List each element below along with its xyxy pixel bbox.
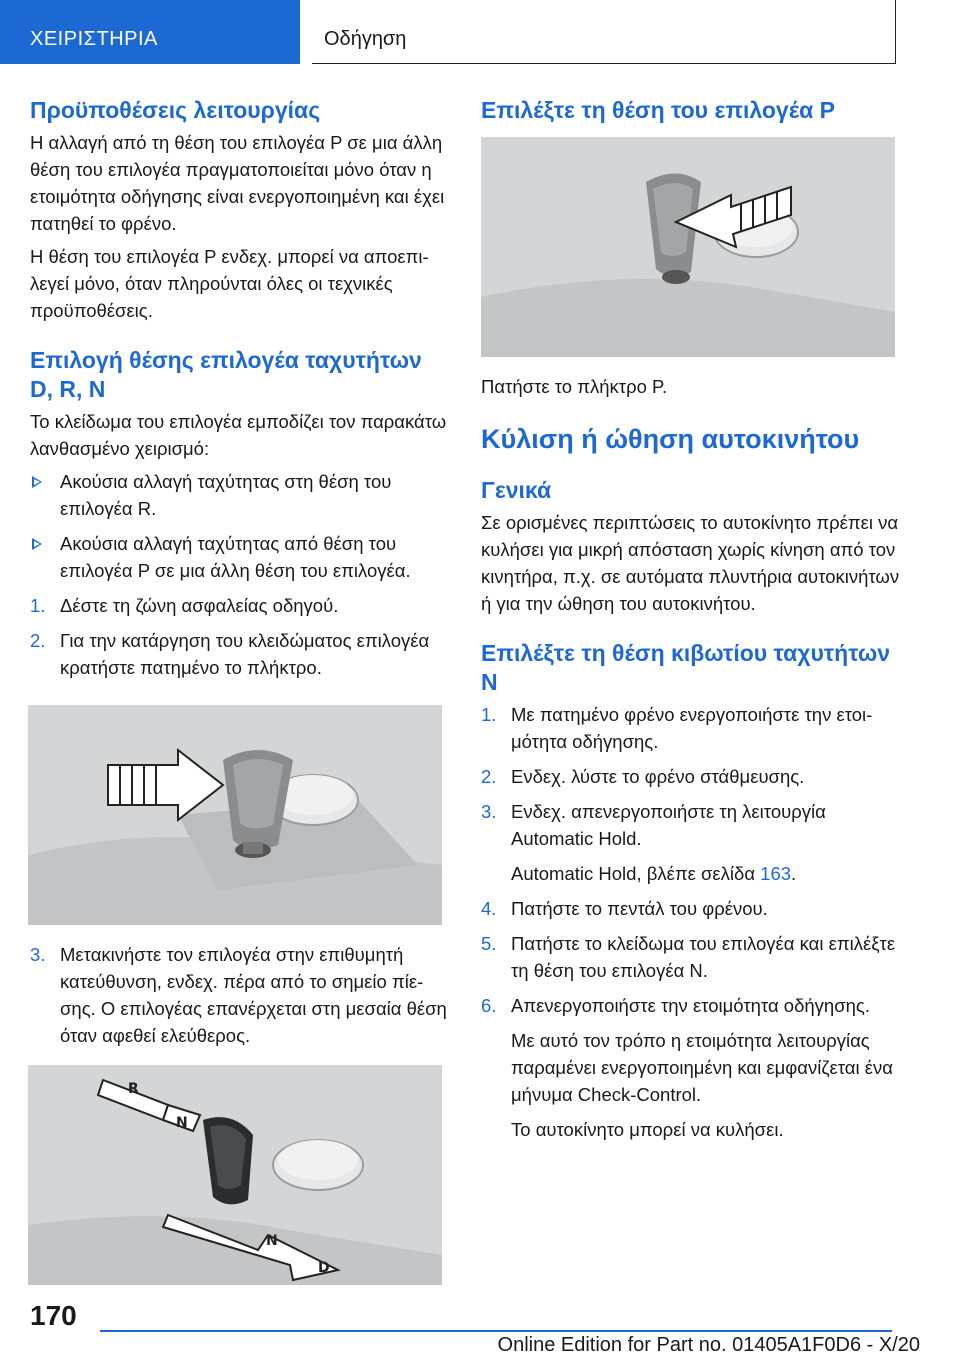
gear-label-n-lower: N <box>266 1233 278 1249</box>
step-item: 3. Ενδεχ. απενεργοποιήστε τη λειτουργία Automatic Hold. <box>481 801 826 849</box>
chapter-tab <box>312 0 896 64</box>
paragraph-prereq-1: Η αλλαγή από τη θέση του επιλογέα P σε μια άλλη θέση του επιλογέα πραγματοποιείται μόνο όταν η ετοιμότητα οδήγησης είναι ενεργοποιημένη και έχει πατηθεί το φρένο. <box>30 132 445 234</box>
triangle-bullet-icon <box>32 538 42 550</box>
step-item: 3. Μετακινήστε τον επιλογέα στην επιθυμητή κατεύθυνση, ενδεχ. πέρα από το σημείο πίεσης. Ο επιλογέας επανέρχεται στη μεσαία θέση όταν αφεθεί ελεύθερος. <box>30 944 447 1046</box>
p-button-drawing <box>481 137 895 357</box>
step-item: 1. Δέστε τη ζώνη ασφαλείας οδηγού. <box>30 595 339 616</box>
step-item: 6. Απενεργοποιήστε την ετοιμότητα οδήγησης. <box>481 995 870 1016</box>
heading-prerequisites: Προϋποθέσεις λειτουργίας <box>30 97 321 123</box>
heading-general: Γενικά <box>481 477 552 503</box>
paragraph-press-p: Πατήστε το πλήκτρο P. <box>481 376 668 397</box>
gear-directions-drawing <box>28 1065 442 1285</box>
paragraph-prereq-2: Η θέση του επιλογέα P ενδεχ. μπορεί να αποεπιλεγεί μόνο, όταν πληρούνται όλες οι τεχνικές προϋποθέσεις. <box>30 246 429 321</box>
chapter-title: Οδήγηση <box>324 28 407 50</box>
footer-divider <box>100 1330 892 1332</box>
heading-select-n: Επιλέξτε τη θέση κιβωτίου ταχυτήτων N <box>481 640 891 695</box>
section-tab <box>0 0 300 64</box>
paragraph-select: Το κλείδωμα του επιλογέα εμποδίζει τον παρακάτω λανθασμένο χειρισμό: <box>30 411 447 459</box>
gear-label-n-upper: N <box>176 1115 188 1131</box>
triangle-bullet-icon <box>32 476 42 488</box>
section-title: ΧΕΙΡΙΣΤΗΡΙΑ <box>30 28 158 50</box>
step-item: 1. Με πατημένο φρένο ενεργοποιήστε την ετοιμότητα οδήγησης. <box>481 704 873 752</box>
left-column <box>30 96 450 1285</box>
heading-rolling: Κύλιση ή ώθηση αυτοκινήτου <box>481 424 860 454</box>
bullet-item: Ακούσια αλλαγή ταχύτητας από θέση του επιλογέα P σε μια άλλη θέση του επιλογέα. <box>30 530 450 584</box>
gear-label-d: D <box>318 1260 330 1276</box>
illustration-p-button <box>481 137 895 357</box>
gear-label-r: R <box>128 1081 139 1097</box>
step-item: 4. Πατήστε το πεντάλ του φρένου. <box>481 898 768 919</box>
heading-select-gear: Επιλογή θέσης επιλογέα ταχυτήτων D, R, N <box>30 347 422 402</box>
step-3-note: Automatic Hold, βλέπε σελίδα 163. <box>511 863 797 884</box>
step-item: 2. Για την κατάργηση του κλειδώματος επιλογέα κρατήστε πατημένο το πλήκτρο. <box>30 630 430 678</box>
heading-select-p: Επιλέξτε τη θέση του επιλογέα P <box>481 97 835 123</box>
selector-lock-drawing <box>28 705 442 925</box>
step-6-note-1: Με αυτό τον τρόπο η ετοιμότητα λειτουργίας παραμένει ενεργοποιημένη και εμφανίζεται ένα μήνυμα Check-Control. <box>511 1030 893 1105</box>
illustration-gear-directions <box>28 1065 442 1285</box>
right-column <box>481 96 901 1151</box>
step-6-note-2: Το αυτοκίνητο μπορεί να κυλήσει. <box>511 1119 784 1140</box>
paragraph-general: Σε ορισμένες περιπτώσεις το αυτοκίνητο πρέπει να κυλήσει για μικρή απόσταση χωρίς κίνηση από τον κινητήρα, π.χ. σε αυτόματα πλυντήρια αυτοκινήτων ή για την ώθηση του αυτοκινήτου. <box>481 512 900 614</box>
illustration-selector-lock <box>28 705 442 925</box>
page-ref-link[interactable]: 163 <box>760 863 792 884</box>
step-item: 5. Πατήστε το κλείδωμα του επιλογέα και επιλέξτε τη θέση του επιλογέα N. <box>481 933 896 981</box>
page-number: 170 <box>30 1300 77 1331</box>
bullet-item: Ακούσια αλλαγή ταχύτητας στη θέση του επιλογέα R. <box>30 468 450 522</box>
step-item: 2. Ενδεχ. λύστε το φρένο στάθμευσης. <box>481 766 805 787</box>
footer-edition: Online Edition for Part no. 01405A1F0D6 - X/20 <box>497 1334 920 1356</box>
